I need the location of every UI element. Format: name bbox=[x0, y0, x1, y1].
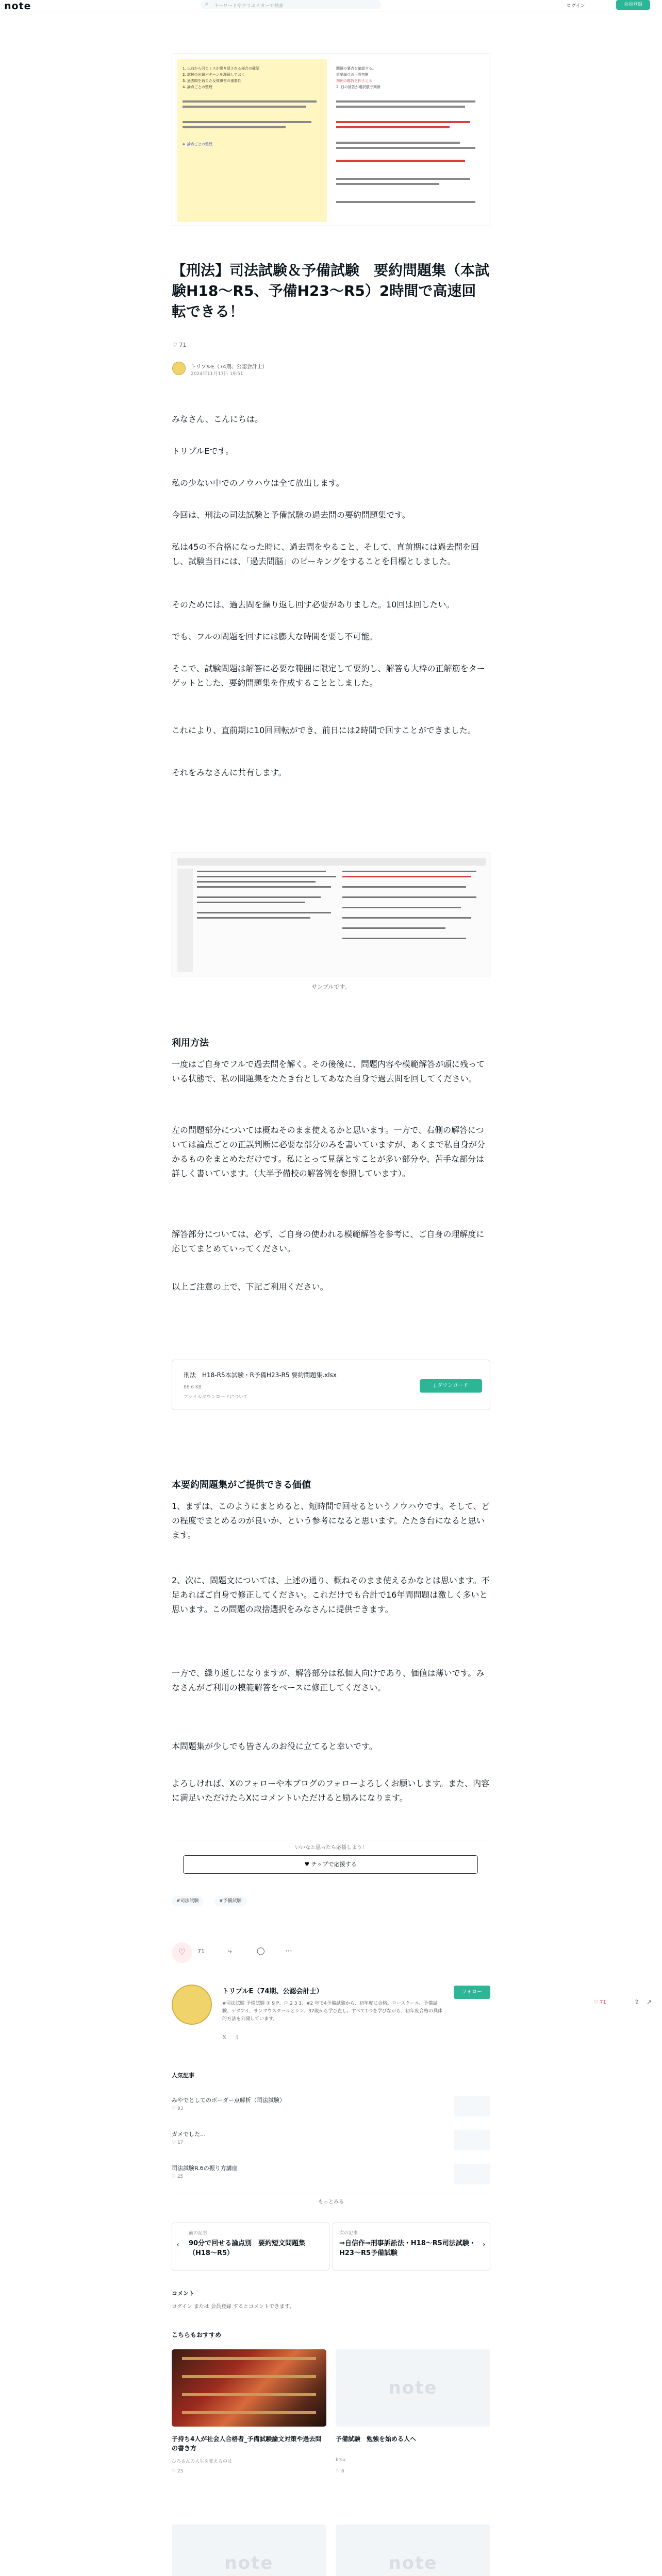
heart-icon: ♡ bbox=[336, 2469, 341, 2474]
value-paragraph: 2、次に、問題文については、上述の通り、概ねそのまま使えるかなとは思います。不足あればご自身で修正してください。これだけでも合計で16年間問題は激しく多いと思います。この問題の取捨選択をみなさんに提供できます。 bbox=[172, 1575, 490, 1614]
heart-icon: ♡ bbox=[172, 2174, 177, 2179]
list-thumb bbox=[454, 2096, 490, 2116]
sample-caption: サンプルです。 bbox=[311, 984, 351, 990]
file-size: 86.6 KB bbox=[184, 1385, 202, 1390]
body-paragraph: でも、フルの問題を回すには膨大な時間を要し不可能。 bbox=[172, 632, 378, 641]
body-paragraph: 私の少ない中でのノウハウは全て放出します。 bbox=[172, 478, 344, 488]
author-name[interactable]: トリプルE（74期、公認会計士） bbox=[191, 364, 268, 370]
usage-paragraph: 左の問題部分については概ねそのまま使えるかと思います。一方で、右側の解答については論点ごとの正誤判断に必要な部分のみを書いていますが、あくまで私自身が分かるものをまとめただけです。私にとって見落とすことが多い部分や、苦手な部分は詳しく書いています。（大半予備校の解答例を参照しています）。 bbox=[172, 1125, 486, 1178]
list-thumb bbox=[454, 2164, 490, 2184]
file-attachment-card bbox=[172, 1360, 490, 1410]
note-placeholder-image: note bbox=[336, 2349, 490, 2427]
creator-card bbox=[172, 1973, 490, 2053]
article-title: 【刑法】司法試験＆予備試験 要約問題集（本試験H18〜R5、予備H23〜R5）2時間で高速回転できる！ bbox=[172, 262, 490, 320]
tag-chip[interactable]: #司法試験 bbox=[172, 1896, 204, 1906]
heart-icon: ♡ bbox=[172, 2469, 177, 2474]
top-like-count[interactable]: ♡ 71 bbox=[172, 342, 187, 348]
creator-name[interactable]: トリプルE（74期、公認会計士） bbox=[222, 1988, 323, 1995]
usage-paragraph: 一度はご自身でフルで過去問を解く。その後後に、問題内容や模範解答が頭に残っている状態で、私の問題集をたたき台としてあなた自身で過去問を回してください。 bbox=[172, 1059, 485, 1083]
register-button[interactable]: 会員登録 bbox=[616, 0, 650, 10]
value-paragraph: 一方で、繰り返しになりますが、解答部分は私個人向けであり、価値は薄いです。みなさんがご利用の模範解答をベースに修正してください。 bbox=[172, 1668, 485, 1692]
login-link[interactable]: ログイン bbox=[567, 4, 585, 9]
value-paragraph: 本問題集が少しでも皆さんのお役に立てると幸いです。 bbox=[172, 1741, 377, 1751]
repost-icon[interactable]: ⤷ bbox=[228, 1947, 232, 1955]
like-count: 71 bbox=[197, 1948, 205, 1955]
heart-icon: ♡ bbox=[172, 2140, 177, 2145]
support-label: いいなと思ったら応援しよう！ bbox=[295, 1845, 367, 1851]
author-avatar[interactable] bbox=[172, 362, 186, 375]
more-link[interactable]: もっとみる bbox=[172, 2193, 490, 2205]
note-placeholder-image: note bbox=[172, 2524, 326, 2576]
support-section bbox=[172, 1840, 490, 1885]
search-placeholder: キーワードやクリエイターで検索 bbox=[214, 4, 284, 9]
share-icon[interactable]: ⇪ bbox=[634, 1998, 640, 2006]
comments-heading: コメント bbox=[172, 2290, 194, 2297]
value-heading: 本要約問題集がご提供できる価値 bbox=[172, 1480, 311, 1490]
list-thumb bbox=[454, 2130, 490, 2150]
list-item[interactable]: 司法試験R.6の振り方講座 ♡ 25 bbox=[172, 2164, 490, 2191]
search-icon: ⌕ bbox=[205, 1, 208, 7]
body-paragraph: 私は45の不合格になった時に、過去問をやること、そして、直前期には過去問を回し、試験当日には、「過去問脳」のピーキングをすることを目標としました。 bbox=[172, 542, 479, 566]
body-paragraph: 今回は、刑法の司法試験と予備試験の過去問の要約問題集です。 bbox=[172, 510, 410, 520]
like-button[interactable] bbox=[172, 1942, 192, 1963]
body-paragraph: みなさん、こんにちは。 bbox=[172, 414, 263, 424]
publish-date: 2024年11月17日 19:51 bbox=[191, 371, 243, 377]
body-paragraph: そこで、試験問題は解答に必要な範囲に限定して要約し、解答も大枠の正解筋をターゲットとした、要約問題集を作成することとしました。 bbox=[172, 664, 485, 688]
download-icon: ⤓ bbox=[433, 1383, 438, 1388]
body-paragraph: これにより、直前期に10回回転ができ、前日には2時間で回すことができました。 bbox=[172, 725, 476, 735]
sample-spreadsheet-image[interactable] bbox=[172, 853, 490, 976]
heart-icon: ♡ bbox=[178, 1947, 186, 1957]
search-input[interactable] bbox=[201, 0, 381, 9]
tip-icon: ♥ bbox=[304, 1861, 311, 1868]
list-item[interactable]: ガメでした… ♡ 17 bbox=[172, 2130, 490, 2157]
note-logo[interactable]: note bbox=[4, 1, 31, 12]
thumbnail-right-text: 問題の要点を確認する。 重要論点の正誤判断 判例の趣旨を押さえる 2. 日の回答が選択肢で判断 bbox=[336, 66, 380, 89]
next-article-card[interactable]: › 次の記事 ⇒自信作⇒刑事訴訟法・H18〜R5司法試験・H23〜R5予備試験 bbox=[333, 2223, 490, 2270]
heart-icon: ♡ bbox=[593, 1999, 600, 2005]
rec-image-library bbox=[172, 2349, 326, 2427]
comments-login-note[interactable]: ログイン または 会員登録 するとコメントできます。 bbox=[172, 2304, 295, 2310]
usage-paragraph: 以上ご注意の上で、下記ご利用ください。 bbox=[172, 1282, 328, 1292]
body-paragraph: それをみなさんに共有します。 bbox=[172, 768, 287, 777]
chevron-right-icon: › bbox=[483, 2241, 486, 2249]
usage-paragraph: 解答部分については、必ず、ご自身の使われる模範解答を参考に、ご自身の理解度に応じてまとめていってください。 bbox=[172, 1229, 485, 1253]
recs-heading: こちらもおすすめ bbox=[172, 2331, 222, 2338]
list-item[interactable]: みやでとしてのボーダー点解析（司法試験） ♡ 93 bbox=[172, 2096, 490, 2123]
file-download-note[interactable]: ファイルダウンロードについて bbox=[184, 1395, 249, 1400]
file-name: 刑法 H18-R5本試験・R予備H23-R5 要約問題集.xlsx bbox=[184, 1371, 337, 1379]
popular-heading: 人気記事 bbox=[172, 2072, 194, 2079]
heart-icon: ♡ bbox=[172, 2106, 177, 2111]
body-paragraph: そのためには、過去問を繰り返し回す必要がありました。10回は回したい。 bbox=[172, 600, 455, 609]
download-button[interactable]: ⤓ ダウンロード bbox=[420, 1379, 482, 1393]
tag-chip[interactable]: #予備試験 bbox=[214, 1896, 246, 1906]
creator-bio: #司法試験 予備試験 ⑦ 9 P、ロ 2 3 1、#2 年で4予備試験から、初年度に合格。ロースクール、予備試験、デタアイ、サンマウスクールとシン、37歳から学び直し。すべて1つを学びながら、初年度合格の具体的方法を公開しています。 bbox=[222, 2001, 443, 2022]
chevron-left-icon: ‹ bbox=[176, 2241, 179, 2249]
body-paragraph: トリプルEです。 bbox=[172, 446, 234, 456]
rss-icon[interactable]: ⟟ bbox=[236, 2034, 239, 2041]
prev-article-card[interactable]: ‹ 前の記事 90分で回せる論点別 要約短文問題集（H18〜R5） bbox=[172, 2223, 329, 2270]
tip-button[interactable]: ♥ チップで応援する bbox=[183, 1855, 478, 1874]
heart-icon: ♡ bbox=[172, 342, 177, 348]
site-header bbox=[0, 0, 662, 11]
value-paragraph: 1、まずは、このようにまとめると、短時間で回せるというノウハウです。そして、どの程度でまとめるのが良いか、という参考になると思います。たたき台になると思います。 bbox=[172, 1501, 490, 1540]
x-icon[interactable]: 𝕏 bbox=[222, 2034, 227, 2041]
note-placeholder-image: note bbox=[336, 2524, 490, 2576]
value-paragraph: よろしければ、Xのフォローや本ブログのフォローよろしくお願いします。また、内容に満足いただけたらXにコメントいただけると励みになります。 bbox=[172, 1778, 490, 1803]
follow-button[interactable]: フォロー bbox=[454, 1986, 490, 1999]
share-x-icon[interactable]: ↗ bbox=[647, 1998, 652, 2006]
floating-like[interactable]: ♡ 71 bbox=[593, 1999, 606, 2005]
more-icon[interactable]: ⋯ bbox=[285, 1947, 292, 1955]
creator-avatar[interactable] bbox=[172, 1985, 212, 2025]
usage-heading: 利用方法 bbox=[172, 1038, 209, 1048]
article-thumbnail bbox=[172, 54, 490, 226]
comment-icon[interactable]: ◯ bbox=[257, 1947, 265, 1955]
thumbnail-left-text: 1. 以前から同じミスが繰り返される場合の確認 2. 試験の出題パターンを理解しておく 3. 過去問を通じた反復練習の重要性 4. 論点ごとの整理 bbox=[183, 66, 259, 89]
thumbnail-blue-text: 4. 論点ごとの整理 bbox=[183, 142, 212, 146]
